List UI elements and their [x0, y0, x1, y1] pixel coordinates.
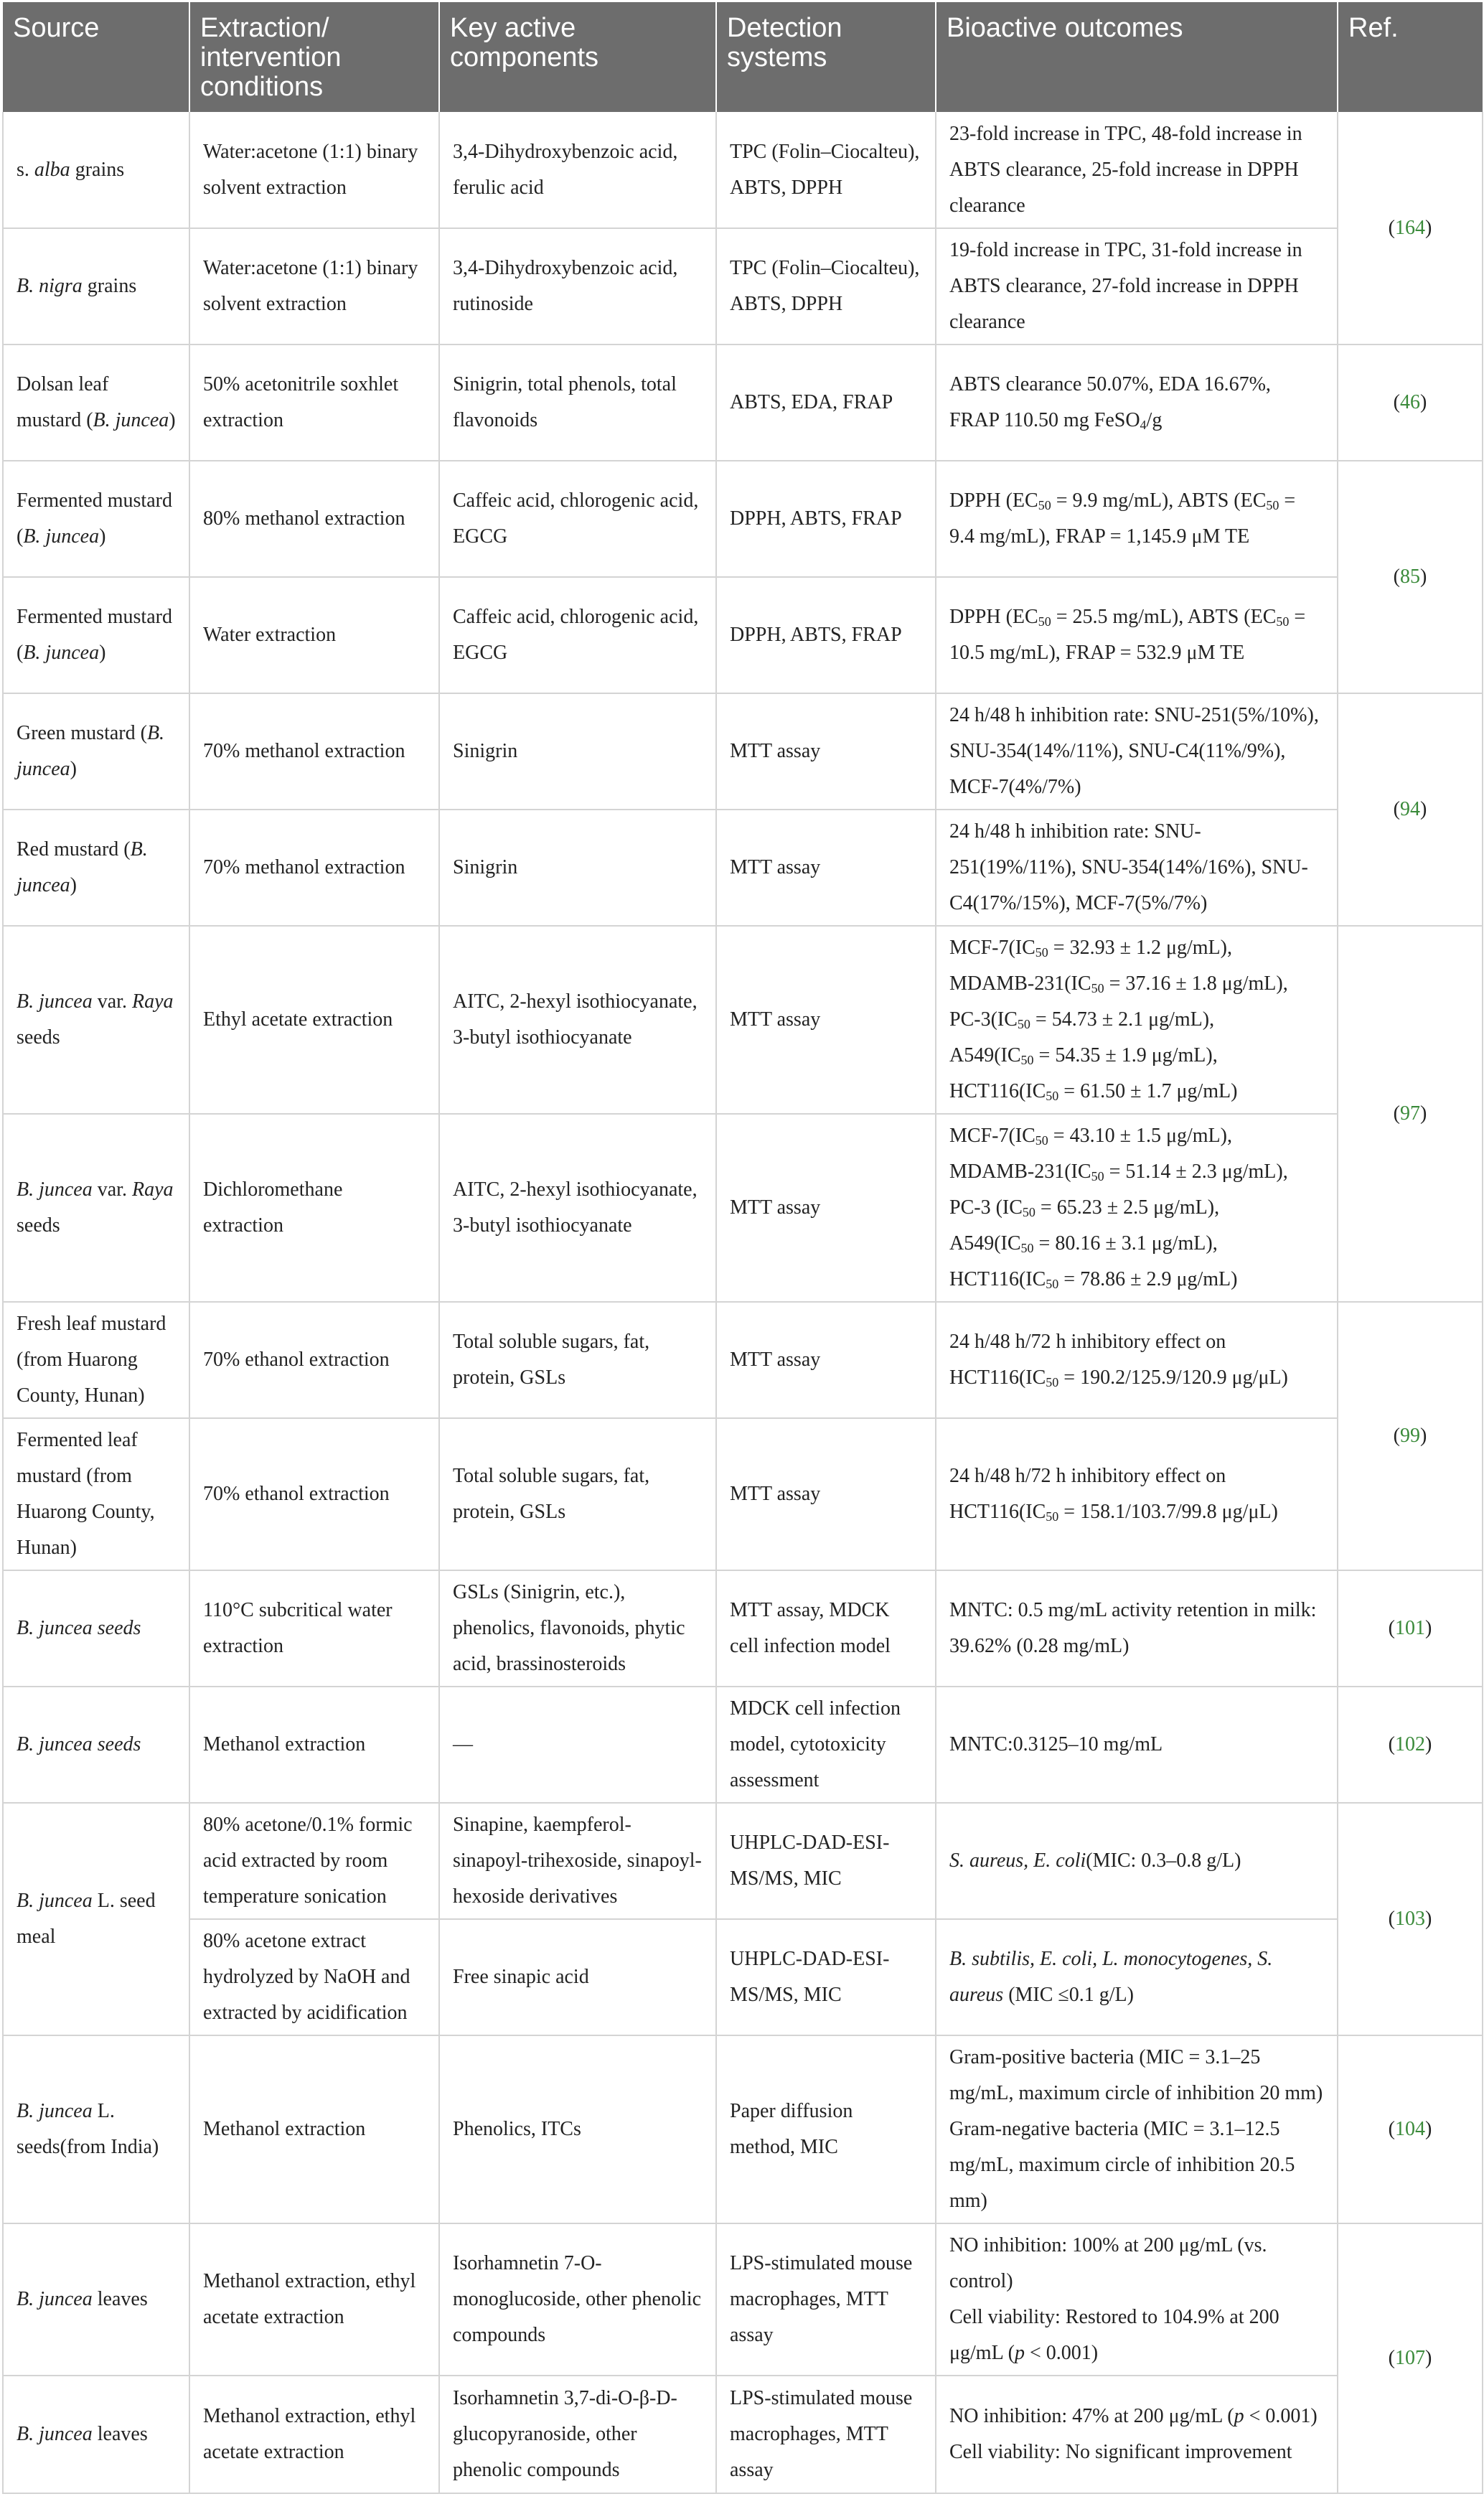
outcome-text: DPPH (EC	[949, 606, 1038, 628]
source-text: seeds	[17, 1026, 60, 1049]
cell-detection: MDCK cell infection model, cytotoxicity assessment	[716, 1687, 936, 1803]
source-text: )	[70, 758, 77, 780]
outcome-subscript: 50	[1017, 1017, 1030, 1031]
ref-paren: (	[1388, 2118, 1395, 2140]
cell-extraction: 110°C subcritical water extraction	[189, 1570, 439, 1687]
cell-extraction: Methanol extraction	[189, 2035, 439, 2223]
source-species: B. juncea	[17, 2288, 93, 2310]
outcome-text: = 61.50 ± 1.7 μg/mL)	[1058, 1080, 1238, 1102]
table-row	[3, 577, 1483, 693]
outcome-text: DPPH (EC	[949, 489, 1038, 512]
outcome-text: = 32.93 ± 1.2 μg/mL),	[1048, 937, 1232, 959]
outcome-subscript: 50	[1046, 1375, 1059, 1389]
cell-outcomes	[936, 2223, 1338, 2376]
outcome-line	[949, 1262, 1324, 1298]
ref-paren: )	[1425, 216, 1432, 239]
outcome-text: = 54.35 ± 1.9 μg/mL),	[1033, 1044, 1218, 1066]
outcome-text: ABTS clearance 50.07%, EDA 16.67%, FRAP 110.50 mg FeSO	[949, 373, 1271, 431]
header-row	[3, 2, 1483, 112]
cell-detection: DPPH, ABTS, FRAP	[716, 461, 936, 577]
header-source: Source	[3, 2, 189, 112]
cell-detection: TPC (Folin–Ciocalteu), ABTS, DPPH	[716, 228, 936, 344]
outcome-text: MCF-7(IC	[949, 937, 1035, 959]
outcome-subscript: 50	[1046, 1089, 1059, 1103]
cell-outcomes	[936, 577, 1338, 693]
source-species: B. juncea	[17, 990, 93, 1013]
outcome-line	[949, 1002, 1324, 1038]
cell-outcomes: 24 h/48 h inhibition rate: SNU-251(5%/10%), SNU-354(14%/11%), SNU-C4(11%/9%), MCF-7(4%/7%)	[936, 693, 1338, 810]
source-species: B. juncea	[93, 409, 169, 431]
source-text: var.	[92, 1178, 132, 1201]
table-row	[3, 344, 1483, 461]
outcome-line	[949, 1118, 1324, 1154]
cell-components: Caffeic acid, chlorogenic acid, EGCG	[439, 577, 716, 693]
outcome-organisms: B. subtilis, E. coli, L. monocytogenes, S. aureus	[949, 1948, 1273, 2006]
outcome-subscript: 50	[1020, 1053, 1034, 1067]
ref-paren: (	[1393, 391, 1400, 413]
outcome-text: p	[1014, 2342, 1025, 2364]
outcome-text: = 65.23 ± 2.5 μg/mL),	[1035, 1196, 1220, 1219]
ref-link[interactable]: 97	[1400, 1102, 1420, 1125]
cell-ref	[1338, 1803, 1483, 2035]
data-table	[2, 2, 1483, 2494]
cell-ref	[1338, 1302, 1483, 1570]
table-row	[3, 2376, 1483, 2493]
cell-components: Phenolics, ITCs	[439, 2035, 716, 2223]
outcome-text: NO inhibition: 47% at 200 μg/mL (	[949, 2405, 1234, 2427]
source-text: )	[169, 409, 176, 431]
outcome-subscript: 50	[1038, 498, 1051, 512]
cell-detection: MTT assay	[716, 1114, 936, 1302]
ref-paren: (	[1388, 1908, 1395, 1930]
ref-paren: )	[1425, 2118, 1432, 2140]
cell-detection: MTT assay	[716, 1302, 936, 1418]
cell-outcomes	[936, 1803, 1338, 1919]
ref-paren: )	[1425, 1617, 1432, 1639]
outcome-text: = 37.16 ± 1.8 μg/mL),	[1104, 972, 1288, 995]
cell-extraction: 80% acetone/0.1% formic acid extracted by room temperature sonication	[189, 1803, 439, 1919]
cell-extraction: 70% ethanol extraction	[189, 1418, 439, 1570]
ref-link[interactable]: 85	[1400, 566, 1420, 588]
table-row	[3, 1570, 1483, 1687]
cell-source	[3, 1114, 189, 1302]
cell-source	[3, 1803, 189, 2035]
ref-link[interactable]: 103	[1395, 1908, 1425, 1930]
source-species: B. juncea	[17, 1890, 93, 1912]
cell-detection: TPC (Folin–Ciocalteu), ABTS, DPPH	[716, 112, 936, 228]
table-row	[3, 810, 1483, 926]
cell-components: Isorhamnetin 3,7-di-O-β-D-glucopyranoside, other phenolic compounds	[439, 2376, 716, 2493]
cell-components: 3,4-Dihydroxybenzoic acid, rutinoside	[439, 228, 716, 344]
cell-extraction: 70% ethanol extraction	[189, 1302, 439, 1418]
cell-extraction: 70% methanol extraction	[189, 810, 439, 926]
source-species: B. juncea	[17, 2423, 93, 2445]
cell-source	[3, 1570, 189, 1687]
outcome-text: = 10.5 mg/mL), FRAP = 532.9 μM TE	[949, 606, 1306, 664]
source-species: B. juncea	[17, 1178, 93, 1201]
cell-detection: ABTS, EDA, FRAP	[716, 344, 936, 461]
outcome-line: Gram-positive bacteria (MIC = 3.1–25 mg/mL, maximum circle of inhibition 20 mm)	[949, 2046, 1323, 2104]
outcome-subscript: 50	[1035, 1133, 1048, 1148]
cell-source	[3, 810, 189, 926]
header-ref: Ref.	[1338, 2, 1483, 112]
cell-outcomes	[936, 1302, 1338, 1418]
outcome-text: = 78.86 ± 2.9 μg/mL)	[1058, 1268, 1238, 1290]
cell-components: AITC, 2-hexyl isothiocyanate, 3-butyl isothiocyanate	[439, 926, 716, 1114]
cell-source	[3, 577, 189, 693]
outcome-text: 24 h/48 h/72 h inhibitory effect on HCT116(IC	[949, 1331, 1226, 1389]
cell-components: Total soluble sugars, fat, protein, GSLs	[439, 1418, 716, 1570]
cell-ref	[1338, 926, 1483, 1302]
source-text: seeds	[17, 1214, 60, 1237]
cell-ref	[1338, 1570, 1483, 1687]
outcome-subscript: 4	[1140, 418, 1147, 432]
ref-paren: )	[1420, 391, 1427, 413]
ref-paren: )	[1425, 1733, 1432, 1755]
table-row	[3, 1114, 1483, 1302]
source-text: var.	[92, 990, 132, 1013]
ref-paren: (	[1393, 798, 1400, 820]
cell-extraction: 80% methanol extraction	[189, 461, 439, 577]
table-row	[3, 2035, 1483, 2223]
cell-components: 3,4-Dihydroxybenzoic acid, ferulic acid	[439, 112, 716, 228]
source-text: )	[99, 642, 106, 664]
source-text: leaves	[92, 2288, 148, 2310]
source-species: B. juncea	[23, 525, 100, 548]
table-row	[3, 461, 1483, 577]
outcome-text: PC-3 (IC	[949, 1196, 1023, 1219]
cell-extraction: 80% acetone extract hydrolyzed by NaOH and extracted by acidification	[189, 1919, 439, 2035]
ref-link[interactable]: 164	[1395, 216, 1425, 239]
outcome-line: NO inhibition: 100% at 200 μg/mL (vs. control)	[949, 2234, 1267, 2292]
cell-source	[3, 2223, 189, 2376]
cell-source: Fermented leaf mustard (from Huarong County, Hunan)	[3, 1418, 189, 1570]
cell-ref	[1338, 461, 1483, 693]
source-variety: Raya	[131, 990, 174, 1013]
cell-detection: MTT assay	[716, 810, 936, 926]
ref-paren: (	[1393, 566, 1400, 588]
outcome-text: < 0.001)	[1024, 2342, 1099, 2364]
outcome-text: < 0.001)	[1244, 2405, 1318, 2427]
cell-detection: UHPLC-DAD-ESI-MS/MS, MIC	[716, 1803, 936, 1919]
cell-source	[3, 926, 189, 1114]
outcome-text: HCT116(IC	[949, 1080, 1046, 1102]
ref-paren: (	[1393, 1102, 1400, 1125]
cell-outcomes: MNTC:0.3125–10 mg/mL	[936, 1687, 1338, 1803]
ref-link[interactable]: 94	[1400, 798, 1420, 820]
source-text: s.	[17, 158, 34, 181]
cell-extraction: Dichloromethane extraction	[189, 1114, 439, 1302]
cell-detection: LPS-stimulated mouse macrophages, MTT assay	[716, 2223, 936, 2376]
ref-paren: (	[1388, 1617, 1395, 1639]
table-row	[3, 926, 1483, 1114]
cell-detection: MTT assay	[716, 693, 936, 810]
outcome-text: = 43.10 ± 1.5 μg/mL),	[1048, 1125, 1232, 1147]
cell-extraction: Water extraction	[189, 577, 439, 693]
cell-components: Sinigrin, total phenols, total flavonoids	[439, 344, 716, 461]
cell-extraction: Water:acetone (1:1) binary solvent extraction	[189, 112, 439, 228]
source-species: B. juncea	[17, 722, 165, 780]
outcome-text: /g	[1146, 409, 1163, 431]
outcome-line: Gram-negative bacteria (MIC = 3.1–12.5 mg/mL, maximum circle of inhibition 20.5 mm)	[949, 2118, 1295, 2212]
cell-extraction: Methanol extraction, ethyl acetate extraction	[189, 2376, 439, 2493]
header-extraction: Extraction/ intervention conditions	[189, 2, 439, 112]
outcome-text: MDAMB-231(IC	[949, 1161, 1091, 1183]
cell-ref	[1338, 2223, 1483, 2493]
cell-detection: MTT assay	[716, 1418, 936, 1570]
cell-ref	[1338, 2035, 1483, 2223]
cell-source	[3, 2035, 189, 2223]
table-row	[3, 1803, 1483, 1919]
cell-components: Sinigrin	[439, 810, 716, 926]
header-detection: Detection systems	[716, 2, 936, 112]
cell-source	[3, 344, 189, 461]
table-header	[3, 2, 1483, 112]
cell-components: Caffeic acid, chlorogenic acid, EGCG	[439, 461, 716, 577]
cell-outcomes	[936, 1114, 1338, 1302]
outcome-text: A549(IC	[949, 1044, 1021, 1066]
table-row	[3, 2223, 1483, 2376]
outcome-text: = 9.9 mg/mL), ABTS (EC	[1051, 489, 1267, 512]
outcome-line	[949, 930, 1324, 966]
outcome-subscript: 50	[1046, 1277, 1059, 1291]
cell-ref	[1338, 693, 1483, 926]
source-text: grains	[82, 275, 137, 297]
cell-detection: UHPLC-DAD-ESI-MS/MS, MIC	[716, 1919, 936, 2035]
outcome-line	[949, 2299, 1324, 2371]
outcome-text: 24 h/48 h/72 h inhibitory effect on HCT116(IC	[949, 1465, 1226, 1523]
table-row	[3, 1919, 1483, 2035]
ref-link[interactable]: 101	[1395, 1617, 1425, 1639]
cell-outcomes	[936, 2376, 1338, 2493]
cell-extraction: 70% methanol extraction	[189, 693, 439, 810]
outcome-text: = 51.14 ± 2.3 μg/mL),	[1104, 1161, 1288, 1183]
data-table-container	[2, 2, 1482, 2494]
source-text: )	[99, 525, 106, 548]
cell-components: AITC, 2-hexyl isothiocyanate, 3-butyl isothiocyanate	[439, 1114, 716, 1302]
ref-paren: (	[1388, 2347, 1395, 2369]
source-text: Fermented mustard (	[17, 606, 172, 664]
cell-source	[3, 228, 189, 344]
outcome-subscript: 50	[1020, 1241, 1034, 1255]
outcome-line	[949, 2399, 1324, 2434]
table-row	[3, 1418, 1483, 1570]
table-body	[3, 112, 1483, 2493]
outcome-line	[949, 1226, 1324, 1262]
source-species: alba	[34, 158, 70, 181]
cell-outcomes: 19-fold increase in TPC, 31-fold increase in ABTS clearance, 27-fold increase in DPPH clearance	[936, 228, 1338, 344]
cell-components: GSLs (Sinigrin, etc.), phenolics, flavonoids, phytic acid, brassinosteroids	[439, 1570, 716, 1687]
outcome-text: = 54.73 ± 2.1 μg/mL),	[1030, 1008, 1215, 1031]
cell-outcomes	[936, 344, 1338, 461]
outcome-text: MCF-7(IC	[949, 1125, 1035, 1147]
outcome-text: = 25.5 mg/mL), ABTS (EC	[1051, 606, 1277, 628]
cell-components: Sinigrin	[439, 693, 716, 810]
ref-link[interactable]: 104	[1395, 2118, 1425, 2140]
cell-extraction: Methanol extraction, ethyl acetate extraction	[189, 2223, 439, 2376]
outcome-text: = 190.2/125.9/120.9 μg/μL)	[1058, 1366, 1288, 1389]
source-text: L. seeds(from India)	[17, 2100, 159, 2158]
ref-paren: )	[1425, 2347, 1432, 2369]
cell-source	[3, 2376, 189, 2493]
outcome-text: = 9.4 mg/mL), FRAP = 1,145.9 μM TE	[949, 489, 1296, 548]
outcome-text: Cell viability: Restored to 104.9% at 200 μg/mL (	[949, 2306, 1279, 2364]
cell-ref	[1338, 112, 1483, 344]
source-species: B. juncea seeds	[17, 1733, 141, 1755]
cell-components: Sinapine, kaempferol-sinapoyl-trihexoside, sinapoyl-hexoside derivatives	[439, 1803, 716, 1919]
ref-paren: )	[1420, 1425, 1427, 1447]
outcome-line: Cell viability: No significant improvement	[949, 2441, 1292, 2463]
cell-detection: DPPH, ABTS, FRAP	[716, 577, 936, 693]
outcome-text: A549(IC	[949, 1232, 1021, 1255]
cell-source	[3, 1687, 189, 1803]
outcome-text: PC-3(IC	[949, 1008, 1018, 1031]
source-species: B. nigra	[17, 275, 83, 297]
source-variety: Raya	[131, 1178, 174, 1201]
source-text: )	[70, 874, 77, 896]
outcome-subscript: 50	[1091, 981, 1104, 995]
cell-outcomes: 23-fold increase in TPC, 48-fold increase in ABTS clearance, 25-fold increase in DPPH clearance	[936, 112, 1338, 228]
outcome-line	[949, 1154, 1324, 1190]
source-text: leaves	[92, 2423, 148, 2445]
cell-extraction: 50% acetonitrile soxhlet extraction	[189, 344, 439, 461]
cell-components: —	[439, 1687, 716, 1803]
outcome-subscript: 50	[1266, 498, 1279, 512]
cell-detection: MTT assay	[716, 926, 936, 1114]
outcome-line	[949, 1074, 1324, 1110]
source-text: L. seed meal	[17, 1890, 156, 1948]
cell-outcomes	[936, 461, 1338, 577]
source-species: B. juncea	[17, 2100, 93, 2122]
outcome-subscript: 50	[1276, 614, 1290, 629]
source-species: B. juncea	[17, 838, 148, 896]
cell-detection: LPS-stimulated mouse macrophages, MTT assay	[716, 2376, 936, 2493]
cell-source	[3, 693, 189, 810]
cell-outcomes	[936, 2035, 1338, 2223]
cell-ref	[1338, 1687, 1483, 1803]
ref-link[interactable]: 99	[1400, 1425, 1420, 1447]
cell-outcomes	[936, 926, 1338, 1114]
ref-paren: )	[1420, 1102, 1427, 1125]
outcome-line	[949, 1038, 1324, 1074]
outcome-text: p	[1234, 2405, 1244, 2427]
ref-link[interactable]: 46	[1400, 391, 1420, 413]
table-row	[3, 693, 1483, 810]
ref-link[interactable]: 107	[1395, 2347, 1425, 2369]
ref-paren: (	[1388, 216, 1395, 239]
cell-source	[3, 112, 189, 228]
outcome-text: (MIC: 0.3–0.8 g/L)	[1086, 1849, 1241, 1872]
cell-source	[3, 461, 189, 577]
cell-outcomes: 24 h/48 h inhibition rate: SNU-251(19%/11%), SNU-354(14%/16%), SNU-C4(17%/15%), MCF-7(5%/7%)	[936, 810, 1338, 926]
cell-outcomes	[936, 1418, 1338, 1570]
outcome-subscript: 50	[1022, 1205, 1035, 1219]
outcome-line	[949, 1190, 1324, 1226]
cell-source: Fresh leaf mustard (from Huarong County, Hunan)	[3, 1302, 189, 1418]
cell-outcomes: MNTC: 0.5 mg/mL activity retention in milk: 39.62% (0.28 mg/mL)	[936, 1570, 1338, 1687]
cell-ref	[1338, 344, 1483, 461]
source-species: B. juncea	[23, 642, 100, 664]
ref-paren: )	[1420, 566, 1427, 588]
cell-components: Free sinapic acid	[439, 1919, 716, 2035]
cell-extraction: Methanol extraction	[189, 1687, 439, 1803]
outcome-subscript: 50	[1046, 1509, 1059, 1524]
source-text: Dolsan leaf mustard (	[17, 373, 109, 431]
cell-outcomes	[936, 1919, 1338, 2035]
outcome-text: MDAMB-231(IC	[949, 972, 1091, 995]
cell-components: Total soluble sugars, fat, protein, GSLs	[439, 1302, 716, 1418]
outcome-subscript: 50	[1091, 1169, 1104, 1183]
outcome-subscript: 50	[1038, 614, 1051, 629]
source-text: Fermented mustard (	[17, 489, 172, 548]
table-row	[3, 1687, 1483, 1803]
cell-extraction: Water:acetone (1:1) binary solvent extraction	[189, 228, 439, 344]
table-row	[3, 1302, 1483, 1418]
ref-paren: (	[1388, 1733, 1395, 1755]
ref-paren: )	[1420, 798, 1427, 820]
ref-paren: )	[1425, 1908, 1432, 1930]
outcome-text: = 80.16 ± 3.1 μg/mL),	[1033, 1232, 1218, 1255]
outcome-text: (MIC ≤0.1 g/L)	[1003, 1984, 1134, 2006]
source-text: grains	[70, 158, 125, 181]
outcome-text: = 158.1/103.7/99.8 μg/μL)	[1058, 1501, 1278, 1523]
ref-link[interactable]: 102	[1395, 1733, 1425, 1755]
cell-components: Isorhamnetin 7-O-monoglucoside, other phenolic compounds	[439, 2223, 716, 2376]
outcome-text: HCT116(IC	[949, 1268, 1046, 1290]
outcome-organisms: S. aureus, E. coli	[949, 1849, 1086, 1872]
outcome-line	[949, 966, 1324, 1002]
table-row	[3, 112, 1483, 228]
source-text: Red mustard (	[17, 838, 131, 861]
source-species: B. juncea seeds	[17, 1617, 141, 1639]
cell-extraction: Ethyl acetate extraction	[189, 926, 439, 1114]
table-row	[3, 228, 1483, 344]
header-outcomes: Bioactive outcomes	[936, 2, 1338, 112]
ref-paren: (	[1393, 1425, 1400, 1447]
header-components: Key active components	[439, 2, 716, 112]
source-text: Green mustard (	[17, 722, 147, 744]
cell-detection: MTT assay, MDCK cell infection model	[716, 1570, 936, 1687]
outcome-subscript: 50	[1035, 945, 1048, 960]
cell-detection: Paper diffusion method, MIC	[716, 2035, 936, 2223]
